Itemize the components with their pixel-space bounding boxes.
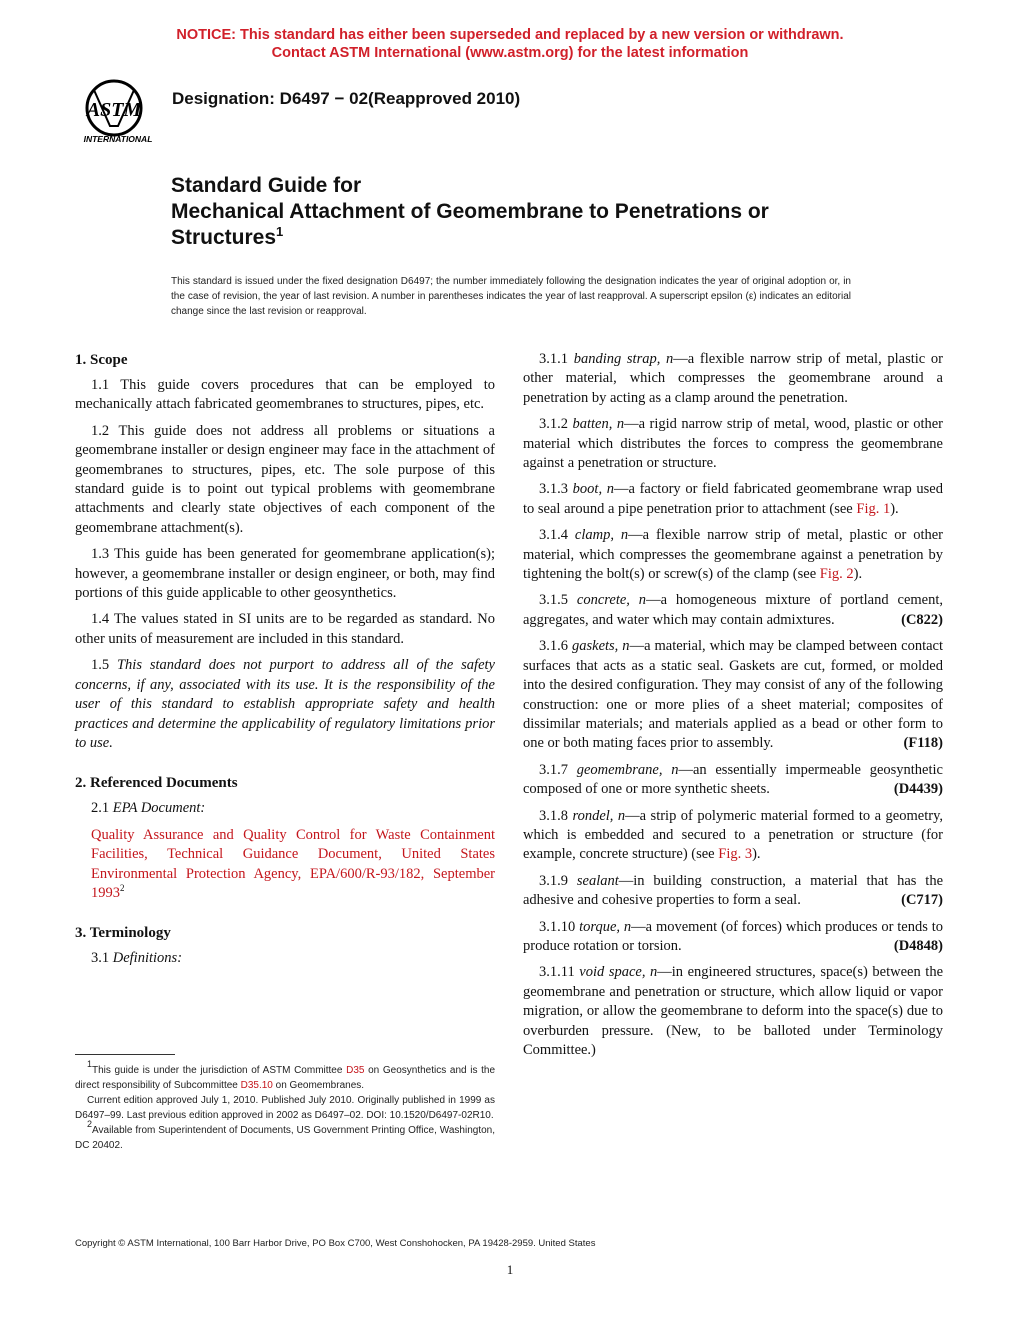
footnote-2 xyxy=(75,1119,495,1153)
footnote-text: Available from Superintendent of Documents, US Government Printing Office, Washington, DC 20402. xyxy=(75,1125,495,1151)
definition-3-1-8 xyxy=(523,807,943,865)
footnote-1 xyxy=(75,1059,496,1093)
def-term: concrete, n xyxy=(576,592,647,609)
definition-3-1-6 xyxy=(523,637,943,753)
def-number: 3.1.3 xyxy=(539,481,568,498)
definition-3-1-2 xyxy=(523,415,943,473)
scope-para-1-4: 1.4 The values stated in SI units are to be regarded as standard. No other units of measurement are included in this standard. xyxy=(75,611,495,647)
def-text-after: ). xyxy=(853,566,863,583)
footnote-text: on Geomembranes. xyxy=(272,1080,365,1091)
document-title xyxy=(171,173,931,251)
def-text: —an essentially impermeable geosynthetic composed of one or more synthetic sheets. xyxy=(523,761,943,798)
def-text: —a homogeneous mixture of portland cement, aggregates, and water which may contain admixtures. xyxy=(523,592,944,628)
epa-reference xyxy=(75,826,495,904)
footnote-1-edition: Current edition approved July 1, 2010. Published July 2010. Originally published in 1999 as D6497–99. Last previous edition approved in 2002 as D6497–02. DOI: 10.1520/D6497-02R10. xyxy=(75,1095,495,1121)
def-number: 3.1.2 xyxy=(539,416,568,433)
def-term: clamp, n xyxy=(574,527,629,544)
para-number: 3.1 xyxy=(91,950,110,967)
designation: Designation: D6497 − 02(Reapproved 2010) xyxy=(172,89,521,108)
scope-para-1-3: 1.3 This guide has been generated for geomembrane application(s); however, a geomembrane installer or design engineer, or both, may find portions of this guide applicable to other geosynthetics. xyxy=(75,546,495,602)
fig-1-link[interactable]: Fig. 1 xyxy=(856,500,891,517)
logo-subtext: INTERNATIONAL xyxy=(83,134,153,144)
def-term: boot, n xyxy=(572,481,614,498)
footnotes xyxy=(75,1059,496,1153)
footnote-mark-1: 1 xyxy=(87,1059,93,1069)
definition-3-1-1 xyxy=(523,350,943,408)
footnote-divider xyxy=(75,1054,175,1055)
def-term: banding strap, n xyxy=(573,351,674,367)
safety-statement: This standard does not purport to address all of the safety concerns, if any, associated with its use. It is the responsibility of the user of this standard to establish appropriate safety and health practices and determine the applicability of regulatory limitations prior to use. xyxy=(75,657,495,751)
fig-3-link[interactable]: Fig. 3 xyxy=(718,846,753,863)
def-source: (C717) xyxy=(901,892,943,909)
def-text: —a strip of polymeric material formed to a geometry, which is embedded and secured to a penetration or structure (for example, concrete structure) (see xyxy=(523,807,943,863)
ref-para-2-1 xyxy=(75,799,495,818)
left-column xyxy=(75,350,495,976)
def-text-after: ). xyxy=(890,500,899,517)
def-source: (F118) xyxy=(903,735,943,752)
title-line-2: Mechanical Attachment of Geomembrane to Penetrations or xyxy=(171,200,769,223)
def-term: rondel, n xyxy=(572,807,626,824)
def-number: 3.1.6 xyxy=(539,638,568,655)
def-number: 3.1.11 xyxy=(539,964,575,981)
def-number: 3.1.9 xyxy=(539,872,568,889)
footnote-mark-2: 2 xyxy=(87,1119,93,1129)
def-text: —a material, which may be clamped between contact surfaces that acts as a static seal. Gaskets are cut, formed, or molded into the desired configuration. They may consist of any of the following construction: one or more plies of a sheet material; composites of dissimilar materials; and materials applied as a bead or other form to one or both mating faces prior to assembly. xyxy=(523,638,943,752)
footnote-text: on Geosynthetics and is the direct responsibility of Subcommittee xyxy=(75,1065,496,1091)
fig-2-link[interactable]: Fig. 2 xyxy=(819,566,854,583)
section-heading-terminology: 3. Terminology xyxy=(75,925,171,942)
copyright-line: Copyright © ASTM International, 100 Barr Harbor Drive, PO Box C700, West Conshohocken, PA 19428-2959. United States xyxy=(75,1238,596,1249)
right-column xyxy=(523,350,943,1067)
def-source: (D4848) xyxy=(893,937,943,954)
def-term: torque, n xyxy=(579,918,632,935)
notice-line-1: NOTICE: This standard has either been superseded and replaced by a new version or withdrawn. xyxy=(176,27,844,43)
term-para-3-1 xyxy=(75,949,495,968)
title-line-3: Structures xyxy=(171,226,277,249)
def-source: (D4439) xyxy=(893,781,943,798)
section-heading-scope: 1. Scope xyxy=(75,352,128,368)
def-term: void space, n xyxy=(579,964,658,981)
def-text: —a flexible narrow strip of metal, plastic or other material, which compresses the geomembrane around a penetration by acting as a clamp around the penetration. xyxy=(523,351,943,406)
scope-para-1-5 xyxy=(75,656,495,753)
definition-3-1-3 xyxy=(523,480,943,519)
def-term: sealant xyxy=(576,872,619,889)
def-number: 3.1.10 xyxy=(539,918,576,935)
def-text: —in engineered structures, space(s) between the geomembrane and penetration or structure, which allow liquid or vapor migration, or allow the geomembrane to deform into the space(s) due to overburden pressure. (New, to be balloted under Terminology Committee.) xyxy=(523,964,944,1058)
definition-3-1-11 xyxy=(523,963,943,1060)
astm-logo xyxy=(74,76,162,146)
notice-line-2: Contact ASTM International (www.astm.org) for the latest information xyxy=(271,45,749,61)
issuance-statement: This standard is issued under the fixed designation D6497; the number immediately following the designation indicates the year of original adoption or, in the case of revision, the year of last revision. A number in parentheses indicates the year of last reapproval. A superscript epsilon (ε) indicates an editorial change since the last revision or reapproval. xyxy=(171,276,851,317)
def-number: 3.1.8 xyxy=(539,807,568,824)
def-text: —a factory or field fabricated geomembrane wrap used to seal around a pipe penetration prior to attachment (see xyxy=(523,481,943,517)
def-term: geomembrane, n xyxy=(576,761,679,778)
reference-link-qa-qc[interactable]: Quality Assurance and Quality Control for Waste Containment Facilities, xyxy=(91,826,495,863)
def-number: 3.1.4 xyxy=(539,527,568,544)
definition-3-1-10 xyxy=(523,918,943,957)
reference-footnote-mark: 2 xyxy=(120,882,125,893)
def-text: —a rigid narrow strip of metal, wood, plastic or other material which distributes the forces to compress the geomembrane against a penetration or structure. xyxy=(523,416,943,472)
def-text: —in building construction, a material that has the adhesive and cohesive properties to form a seal. xyxy=(523,872,944,909)
def-text-after: ). xyxy=(752,846,761,863)
link-d35[interactable]: D35 xyxy=(346,1065,365,1076)
para-number: 1.5 xyxy=(91,657,110,674)
def-text: —a movement (of forces) which produces or tends to produce rotation or torsion. xyxy=(523,918,943,954)
definitions-label: Definitions: xyxy=(112,950,183,967)
definition-3-1-4 xyxy=(523,526,943,584)
definition-3-1-7 xyxy=(523,761,943,800)
footnote-text: This guide is under the jurisdiction of ASTM Committee xyxy=(92,1065,347,1076)
epa-document-label: EPA Document: xyxy=(112,800,206,817)
def-source: (C822) xyxy=(901,611,943,628)
definition-3-1-9 xyxy=(523,872,943,911)
scope-para-1-1: 1.1 This guide covers procedures that can be employed to mechanically attach fabricated geomembranes to structures, pipes, etc. xyxy=(75,377,495,413)
def-number: 3.1.5 xyxy=(539,592,568,609)
def-number: 3.1.1 xyxy=(539,351,568,367)
scope-para-1-2: 1.2 This guide does not address all problems or situations a geomembrane installer or design engineer may face in the attachment of geomembranes to structures, pipes, etc. The sole purpose of this standard guide is to point out typical problems with geomembrane attachments and clearly state objectives of each component of the geomembrane attachment(s). xyxy=(75,422,495,536)
def-text: —a flexible narrow strip of metal, plastic or other material, which compresses the geomembrane against a penetration by tightening the bolt(s) or screw(s) of the clamp (see xyxy=(523,527,944,583)
reference-link-tech-guidance[interactable]: Technical Guidance Document, United States Environmental Protection Agency, EPA/600/R-93/182, September 1993 xyxy=(91,846,495,901)
def-term: gaskets, n xyxy=(572,638,630,655)
para-number: 2.1 xyxy=(91,800,110,817)
title-footnote-mark: 1 xyxy=(276,224,284,239)
definition-3-1-5 xyxy=(523,591,943,630)
def-number: 3.1.7 xyxy=(539,761,568,778)
link-d35-10[interactable]: D35.10 xyxy=(240,1080,273,1091)
section-heading-referenced-documents: 2. Referenced Documents xyxy=(75,775,238,792)
def-term: batten, n xyxy=(572,416,625,433)
withdrawal-notice xyxy=(0,26,1020,62)
title-line-1: Standard Guide for xyxy=(171,174,362,197)
page-number: 1 xyxy=(506,1262,514,1277)
logo-mark-text: ASTM xyxy=(86,99,142,121)
